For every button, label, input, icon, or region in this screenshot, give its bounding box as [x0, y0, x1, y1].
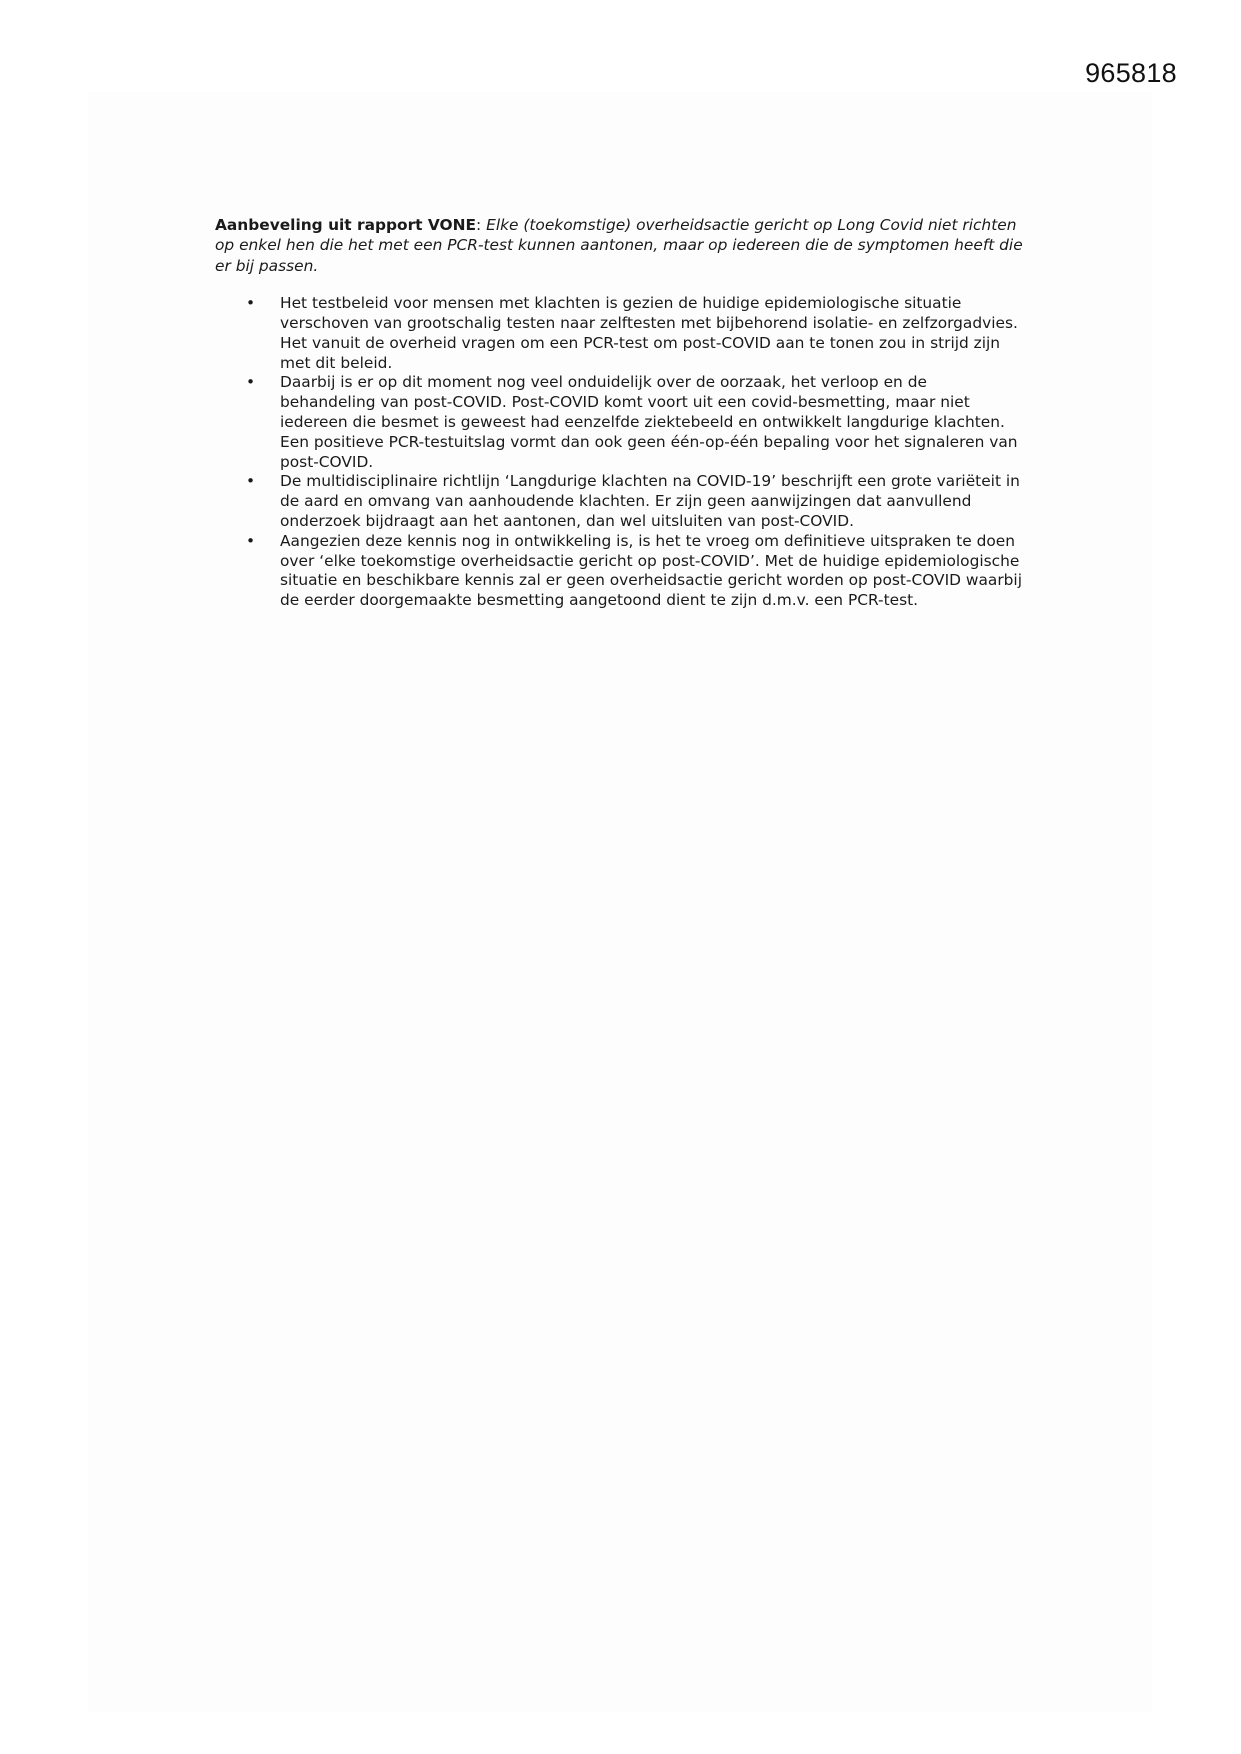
- bullet-item: [215, 532, 1025, 611]
- bullet-text: Het testbeleid voor mensen met klachten is gezien de huidige epidemiologische situatie verschoven van grootschalig testen naar zelftesten met bijbehorend isolatie- en zelfzorgadvies. Het vanuit de overheid vragen om een PCR-test om post-COVID aan te tonen zou in strijd zijn met dit beleid.: [280, 294, 1018, 372]
- bullet-item: [215, 294, 1025, 373]
- bullet-item: [215, 373, 1025, 472]
- document-number: 965818: [1085, 58, 1177, 88]
- recommendation-text: Elke (toekomstige) overheidsactie gericht op Long Covid niet richten op enkel hen die het met een PCR-test kunnen aantonen, maar op iedereen die de symptomen heeft die er bij passen.: [215, 216, 1023, 275]
- bullet-item: [215, 472, 1025, 531]
- bullet-text: De multidisciplinaire richtlijn ‘Langdurige klachten na COVID-19’ beschrijft een grote variëteit in de aard en omvang van aanhoudende klachten. Er zijn geen aanwijzingen dat aanvullend onderzoek bijdraagt aan het aantonen, dan wel uitsluiten van post-COVID.: [280, 472, 1020, 530]
- document-body: [215, 215, 1025, 611]
- response-bullet-list: [215, 294, 1025, 611]
- bullet-icon: •: [246, 531, 256, 550]
- bullet-icon: •: [246, 373, 256, 392]
- bullet-icon: •: [246, 472, 256, 491]
- recommendation-separator: :: [476, 216, 487, 234]
- recommendation-label: Aanbeveling uit rapport VONE: [215, 216, 477, 234]
- bullet-icon: •: [246, 294, 256, 313]
- recommendation-paragraph: [215, 215, 1025, 276]
- bullet-text: Daarbij is er op dit moment nog veel onduidelijk over de oorzaak, het verloop en de behandeling van post-COVID. Post-COVID komt voort uit een covid-besmetting, maar niet iedereen die besmet is geweest had eenzelfde ziektebeeld en ontwikkelt langdurige klachten. Een positieve PCR-testuitslag vormt dan ook geen één-op-één bepaling voor het signaleren van post-COVID.: [280, 373, 1018, 471]
- bullet-text: Aangezien deze kennis nog in ontwikkeling is, is het te vroeg om definitieve uitspraken te doen over ‘elke toekomstige overheidsactie gericht op post-COVID’. Met de huidige epidemiologische situatie en beschikbare kennis zal er geen overheidsactie gericht worden op post-COVID waarbij de eerder doorgemaakte besmetting aangetoond dient te zijn d.m.v. een PCR-test.: [280, 531, 1022, 610]
